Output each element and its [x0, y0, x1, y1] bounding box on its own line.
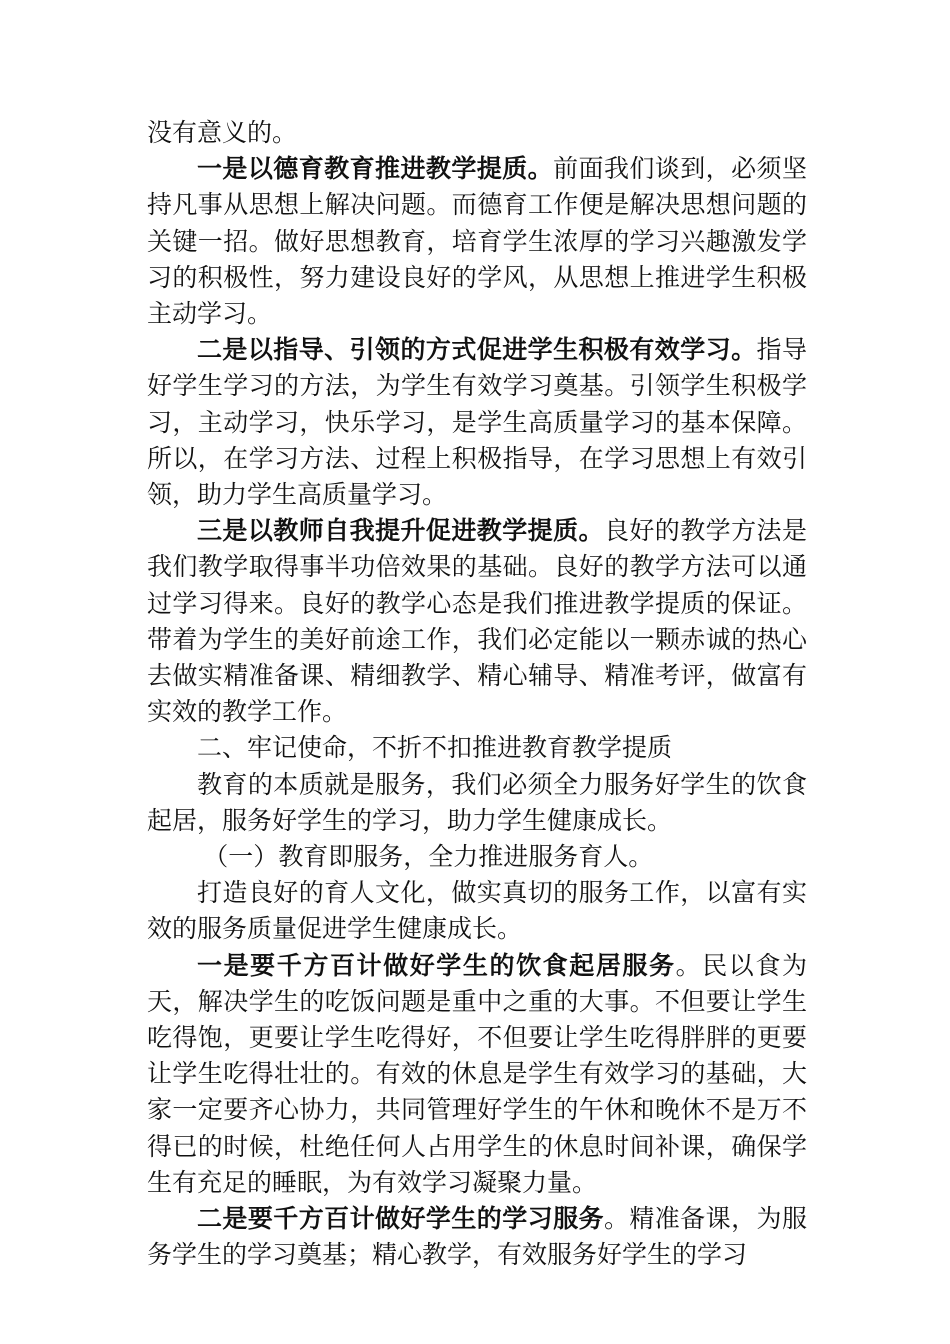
paragraph-text: 指导好学生学习的方法，为学生有效学习奠基。引领学生积极学习，主动学习，快乐学习，是学生高质量学习的基本保障。所以，在学习方法、过程上积极指导，在学习思想上有效引领，助力学生高质量学习。: [147, 335, 807, 510]
paragraph-teacher-improvement: [147, 513, 807, 730]
subsection-heading-text: （一）教育即服务，全力推进服务育人。: [203, 842, 654, 872]
section-heading-text: 二、牢记使命，不折不扣推进教育教学提质: [197, 733, 673, 763]
section-heading: [147, 730, 807, 766]
paragraph-lead: 一是要千方百计做好学生的饮食起居服务: [197, 950, 676, 980]
paragraph-culture: [147, 875, 807, 947]
paragraph-lead: 三是以教师自我提升促进教学提质。: [197, 516, 604, 546]
paragraph-text: 良好的教学方法是我们教学取得事半功倍效果的基础。良好的教学方法可以通过学习得来。良好的教学心态是我们推进教学提质的保证。带着为学生的美好前途工作，我们必定能以一颗赤诚的热心去做实精准备课、精细教学、精心辅导、精准考评，做富有实效的教学工作。: [147, 516, 807, 727]
paragraph-text: 教育的本质就是服务，我们必须全力服务好学生的饮食起居，服务好学生的学习，助力学生健康成长。: [147, 769, 807, 835]
paragraph-text: 打造良好的育人文化，做实真切的服务工作，以富有实效的服务质量促进学生健康成长。: [147, 878, 807, 944]
paragraph-text: 没有意义的。: [147, 118, 298, 147]
paragraph-living-service: [147, 948, 807, 1201]
paragraph-lead: 二是以指导、引领的方式促进学生积极有效学习。: [197, 335, 757, 365]
paragraph-study-service: [147, 1201, 807, 1273]
paragraph-guidance: [147, 332, 807, 513]
paragraph-lead: 一是以德育教育推进教学提质。: [197, 154, 554, 184]
paragraph-service-essence: [147, 767, 807, 839]
paragraph-continuation: [147, 115, 807, 151]
paragraph-text: 。精准备课，为服务学生的学习奠基；精心教学，有效服务好学生的学习: [147, 1204, 807, 1270]
paragraph-lead: 二是要千方百计做好学生的学习服务: [197, 1204, 604, 1234]
subsection-heading: [147, 839, 807, 875]
paragraph-moral-education: [147, 151, 807, 332]
document-body: [147, 115, 807, 1274]
paragraph-text: 。民以食为天，解决学生的吃饭问题是重中之重的大事。不但要让学生吃得饱，更要让学生吃得好，不但要让学生吃得胖胖的更要让学生吃得壮壮的。有效的休息是学生有效学习的基础，大家一定要齐心协力，共同管理好学生的午休和晚休不是万不得已的时候，杜绝任何人占用学生的休息时间补课，确保学生有充足的睡眠，为有效学习凝聚力量。: [147, 950, 807, 1197]
paragraph-text: 前面我们谈到，必须坚持凡事从思想上解决问题。而德育工作便是解决思想问题的关键一招。做好思想教育，培育学生浓厚的学习兴趣激发学习的积极性，努力建设良好的学风，从思想上推进学生积极主动学习。: [147, 154, 807, 329]
